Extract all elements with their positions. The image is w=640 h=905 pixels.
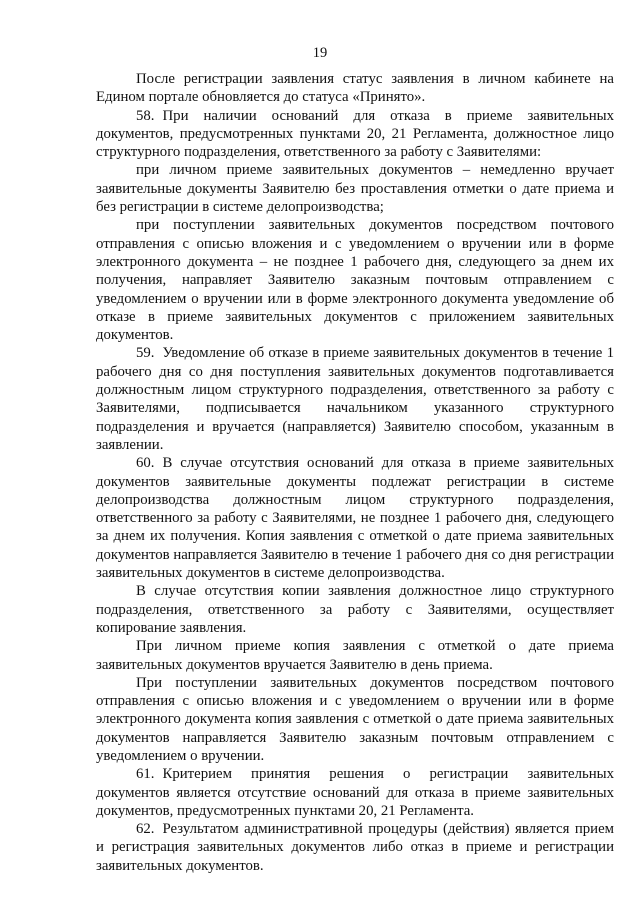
paragraph-text: при поступлении заявительных документов посредством почтового отправления с описью вложения и с уведомлением о вручении или в форме электронного документа – не позднее 1 рабочего дня, следующего за днем их получения, направляет Заявителю заказным почтовым отправлением с уведомлением о вручении или в форме электронного документа уведомление об отказе в приеме заявительных документов с приложением заявительных документов. (96, 217, 614, 344)
paragraph-text: При поступлении заявительных документов посредством почтового отправления с описью вложения и с уведомлением о вручении или в форме электронного документа копия заявления с отметкой о дате приема заявительных документов направляется Заявителю заказным почтовым отправлением с уведомлением о вручении. (96, 674, 614, 764)
paragraph-60-personal (96, 637, 614, 674)
paragraph-61 (96, 765, 614, 820)
paragraph-60-no-copy (96, 582, 614, 637)
paragraph-text: Критерием принятия решения о регистрации заявительных документов является отсутствие оснований для отказа в приеме заявительных документов, предусмотренных пунктами 20, 21 Регламента. (96, 766, 614, 819)
paragraph-text: Уведомление об отказе в приеме заявительных документов в течение 1 рабочего дня со дня поступления заявительных документов подготавливается должностным лицом структурного подразделения, ответственного за работу с Заявителями, подписывается начальником указанного структурного подразделения и вручается (направляется) Заявителю способом, указанным в заявлении. (96, 345, 614, 453)
paragraph-text: при личном приеме заявительных документов – немедленно вручает заявительные документы Заявителю без проставления отметки о дате приема и без регистрации в системе делопроизводства; (96, 162, 614, 216)
paragraph-text: После регистрации заявления статус заявления в личном кабинете на Едином портале обновляется до статуса «Принято». (96, 71, 614, 106)
paragraph-number: 60. (136, 455, 155, 472)
paragraph-58-personal (96, 161, 614, 216)
document-body (96, 70, 614, 875)
paragraph-text: При личном приеме копия заявления с отметкой о дате приема заявительных документов вручается Заявителю в день приема. (96, 638, 614, 673)
paragraph-text: В случае отсутствия копии заявления должностное лицо структурного подразделения, ответственного за работу с Заявителями, осуществляет копирование заявления. (96, 583, 614, 636)
paragraph-text: При наличии оснований для отказа в приеме заявительных документов, предусмотренных пунктами 20, 21 Регламента, должностное лицо структурного подразделения, ответственного за работу с Заявителями: (96, 107, 614, 161)
paragraph-number: 59. (136, 345, 155, 362)
paragraph-number: 58. (136, 107, 155, 124)
paragraph-60-postal (96, 674, 614, 765)
paragraph-58 (96, 107, 614, 162)
paragraph-62 (96, 820, 614, 875)
paragraph-number: 62. (136, 821, 155, 838)
page-number: 19 (312, 45, 328, 61)
paragraph-status-update (96, 70, 614, 107)
paragraph-58-postal (96, 216, 614, 344)
paragraph-60 (96, 454, 614, 582)
paragraph-text: Результатом административной процедуры (действия) является прием и регистрация заявительных документов либо отказ в приеме и регистрации заявительных документов. (96, 821, 614, 874)
paragraph-59 (96, 344, 614, 454)
paragraph-number: 61. (136, 766, 155, 783)
paragraph-text: В случае отсутствия оснований для отказа в приеме заявительных документов заявительные документы подлежат регистрации в системе делопроизводства должностным лицом структурного подразделения, ответственного за работу с Заявителями, не позднее 1 рабочего дня, следующего за днем их получения. Копия заявления с отметкой о дате приема заявительных документов направляется Заявителю в течение 1 рабочего дня со дня регистрации заявительных документов в системе делопроизводства. (96, 455, 614, 582)
